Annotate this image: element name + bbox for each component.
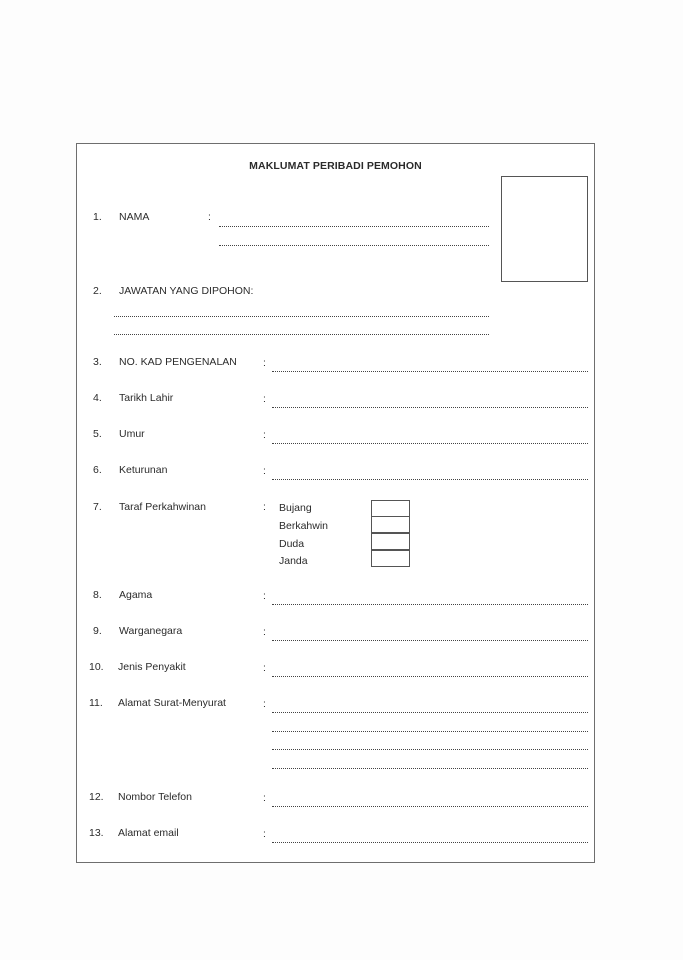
label-tarikh-lahir: Tarikh Lahir [119,392,174,404]
colon: : [263,792,266,804]
jawatan-field-line-1[interactable] [114,316,489,317]
colon: : [263,429,266,441]
item-number: 4. [93,392,102,404]
checkbox-duda[interactable] [371,533,410,550]
label-keturunan: Keturunan [119,464,168,476]
checkbox-bujang[interactable] [371,500,410,517]
label-nama: NAMA [119,211,150,223]
label-alamat-surat-menyurat: Alamat Surat-Menyurat [118,697,226,709]
item-number: 10. [89,661,104,673]
tarikh-lahir-field[interactable] [272,407,588,408]
colon: : [263,393,266,405]
item-number: 6. [93,464,102,476]
colon: : [263,662,266,674]
alamat-email-field[interactable] [272,842,588,843]
no-kad-pengenalan-field[interactable] [272,371,588,372]
label-taraf-perkahwinan: Taraf Perkahwinan [119,501,206,513]
item-number: 8. [93,589,102,601]
agama-field[interactable] [272,604,588,605]
item-number: 3. [93,356,102,368]
option-berkahwin: Berkahwin [279,520,329,532]
label-no-kad-pengenalan: NO. KAD PENGENALAN [119,356,237,368]
alamat-field-line-1[interactable] [272,712,588,713]
keturunan-field[interactable] [272,479,588,480]
item-number: 5. [93,428,102,440]
form-title: MAKLUMAT PERIBADI PEMOHON [249,160,422,172]
alamat-field-line-4[interactable] [272,768,588,769]
checkbox-berkahwin[interactable] [371,516,410,533]
warganegara-field[interactable] [272,640,588,641]
label-nombor-telefon: Nombor Telefon [118,791,192,803]
label-jawatan: JAWATAN YANG DIPOHON: [119,285,254,297]
jawatan-field-line-2[interactable] [114,334,489,335]
colon: : [263,590,266,602]
item-number: 2. [93,285,102,297]
alamat-field-line-3[interactable] [272,749,588,750]
option-bujang: Bujang [279,502,312,514]
alamat-field-line-2[interactable] [272,731,588,732]
colon: : [208,211,211,223]
colon: : [263,357,266,369]
label-alamat-email: Alamat email [118,827,179,839]
checkbox-janda[interactable] [371,550,410,567]
label-umur: Umur [119,428,145,440]
nombor-telefon-field[interactable] [272,806,588,807]
item-number: 13. [89,827,104,839]
label-jenis-penyakit: Jenis Penyakit [118,661,186,673]
item-number: 12. [89,791,104,803]
umur-field[interactable] [272,443,588,444]
nama-field-line-1[interactable] [219,226,489,227]
item-number: 11. [89,697,103,709]
label-agama: Agama [119,589,153,601]
option-duda: Duda [279,538,305,550]
colon: : [263,501,266,513]
option-janda: Janda [279,555,308,567]
photo-box[interactable] [501,176,588,282]
colon: : [263,698,266,710]
item-number: 9. [93,625,102,637]
label-warganegara: Warganegara [119,625,183,637]
colon: : [263,465,266,477]
jenis-penyakit-field[interactable] [272,676,588,677]
application-form [76,143,595,863]
item-number: 1. [93,211,102,223]
colon: : [263,626,266,638]
colon: : [263,828,266,840]
nama-field-line-2[interactable] [219,245,489,246]
item-number: 7. [93,501,102,513]
